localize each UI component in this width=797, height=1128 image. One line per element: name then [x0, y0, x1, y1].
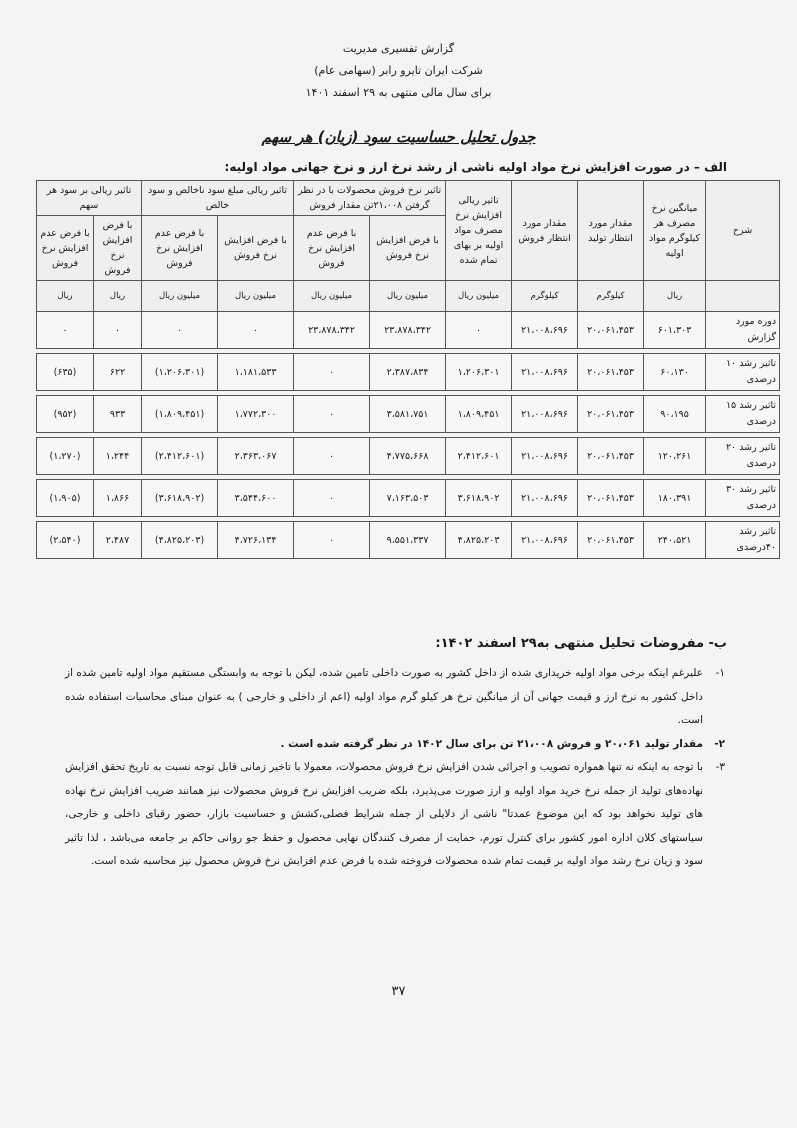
table-cell: ۹۰،۱۹۵ — [644, 396, 706, 433]
table-cell: ۲۱،۰۰۸،۶۹۶ — [512, 354, 578, 391]
sub-header-with-increase: با فرض افزایش نرخ فروش — [218, 216, 294, 281]
unit-cell: ریال — [94, 281, 142, 312]
table-cell: ۰ — [37, 312, 94, 349]
table-cell: ۲،۴۸۷ — [94, 522, 142, 559]
table-cell: ۱،۸۶۶ — [94, 480, 142, 517]
col-group-sales-rate: تاثیر نرخ فروش محصولات با در نظر گرفتن ۲۱،۰۰۸تن مقدار فروش — [294, 181, 446, 216]
list-item — [65, 662, 725, 733]
col-group-profit: تاثیر ریالی مبلغ سود ناخالص و سود خالص — [142, 181, 294, 216]
table-row — [37, 396, 780, 433]
table-cell: ۰ — [142, 312, 218, 349]
table-cell: ۰ — [94, 312, 142, 349]
row-label: دوره مورد گزارش — [706, 312, 780, 349]
table-cell: ۰ — [294, 396, 370, 433]
table-cell: ۱،۱۸۱،۵۳۳ — [218, 354, 294, 391]
unit-cell: کیلوگرم — [578, 281, 644, 312]
item-number: ۱- — [715, 667, 725, 679]
table-cell: (۱،۲۷۰) — [37, 438, 94, 475]
table-cell: ۲۱،۰۰۸،۶۹۶ — [512, 396, 578, 433]
table-cell: (۱،۲۰۶،۳۰۱) — [142, 354, 218, 391]
table-cell: ۰ — [294, 438, 370, 475]
sub-header-no-increase: با فرض عدم افزایش نرخ فروش — [294, 216, 370, 281]
table-cell: ۰ — [218, 312, 294, 349]
table-cell: ۲۰،۰۶۱،۴۵۳ — [578, 438, 644, 475]
page-number: ۳۷ — [391, 984, 406, 999]
sub-header-with-increase: با فرض افزایش نرخ فروش — [370, 216, 446, 281]
sensitivity-table — [36, 180, 780, 559]
table-row — [37, 438, 780, 475]
section-a-heading: الف – در صورت افزایش نرخ مواد اولیه ناشی از رشد نرخ ارز و نرخ جهانی مواد اولیه: — [224, 160, 727, 174]
table-cell: ۲،۴۱۲،۶۰۱ — [446, 438, 512, 475]
table-cell: ۱،۸۰۹،۴۵۱ — [446, 396, 512, 433]
table-cell: (۱،۸۰۹،۴۵۱) — [142, 396, 218, 433]
table-cell: (۲،۴۱۲،۶۰۱) — [142, 438, 218, 475]
table-cell: (۲،۵۴۰) — [37, 522, 94, 559]
item-number: ۲- — [714, 737, 725, 750]
table-cell: ۰ — [294, 480, 370, 517]
col-header-description: شرح — [706, 181, 780, 281]
table-cell: ۴،۷۷۵،۶۶۸ — [370, 438, 446, 475]
fiscal-period: برای سال مالی منتهی به ۲۹ اسفند ۱۴۰۱ — [305, 86, 492, 99]
table-cell: ۱۲۰،۲۶۱ — [644, 438, 706, 475]
table-cell: ۲۰،۰۶۱،۴۵۳ — [578, 396, 644, 433]
table-cell: ۰ — [294, 522, 370, 559]
unit-cell: ریال — [644, 281, 706, 312]
report-header — [0, 38, 797, 104]
table-cell: (۹۵۲) — [37, 396, 94, 433]
section-b-heading: ب- مفروضات تحلیل منتهی به۲۹ اسفند ۱۴۰۲: — [435, 636, 727, 651]
item-text: مقدار تولید ۲۰،۰۶۱ و فروش ۲۱،۰۰۸ تن برای سال ۱۴۰۲ در نظر گرفته شده است . — [280, 737, 703, 750]
table-cell: ۶۰،۱۳۰ — [644, 354, 706, 391]
table-cell: ۰ — [446, 312, 512, 349]
table-cell: ۱۸۰،۳۹۱ — [644, 480, 706, 517]
unit-cell: میلیون ریال — [218, 281, 294, 312]
col-header-rial-impact: تاثیر ریالی افزایش نرخ مصرف مواد اولیه بر بهای تمام شده — [446, 181, 512, 281]
unit-cell: ریال — [37, 281, 94, 312]
table-cell: ۲۰،۰۶۱،۴۵۳ — [578, 354, 644, 391]
table-cell: ۶۰۱،۳۰۳ — [644, 312, 706, 349]
table-cell: ۶۲۲ — [94, 354, 142, 391]
item-number: ۳- — [715, 761, 725, 773]
table-row — [37, 354, 780, 391]
table-row — [37, 312, 780, 349]
table-cell: ۲،۳۶۳،۰۶۷ — [218, 438, 294, 475]
unit-cell: میلیون ریال — [294, 281, 370, 312]
col-group-eps: تاثیر ریالی بر سود هر سهم — [37, 181, 142, 216]
table-cell: ۱،۲۰۶،۳۰۱ — [446, 354, 512, 391]
table-cell: ۷،۱۶۳،۵۰۳ — [370, 480, 446, 517]
unit-cell: میلیون ریال — [446, 281, 512, 312]
unit-cell-empty — [706, 281, 780, 312]
sub-header-with-increase: با فرض افزایش نرخ فروش — [94, 216, 142, 281]
list-item — [65, 733, 725, 757]
table-cell: ۲۱،۰۰۸،۶۹۶ — [512, 438, 578, 475]
table-cell: ۱،۷۷۲،۳۰۰ — [218, 396, 294, 433]
row-label: تاثیر رشد ۱۵ درصدی — [706, 396, 780, 433]
table-cell: ۲۰،۰۶۱،۴۵۳ — [578, 522, 644, 559]
table-cell: ۳،۶۱۸،۹۰۲ — [446, 480, 512, 517]
unit-cell: کیلوگرم — [512, 281, 578, 312]
table-cell: ۴،۷۲۶،۱۳۴ — [218, 522, 294, 559]
row-label: تاثیر رشد ۳۰ درصدی — [706, 480, 780, 517]
row-label: تاثیر رشد ۱۰ درصدی — [706, 354, 780, 391]
list-item — [65, 756, 725, 874]
table-cell: ۳،۵۴۴،۶۰۰ — [218, 480, 294, 517]
table-cell: ۲۰،۰۶۱،۴۵۳ — [578, 312, 644, 349]
table-cell: ۲۳،۸۷۸،۳۴۲ — [294, 312, 370, 349]
unit-cell: میلیون ریال — [370, 281, 446, 312]
sub-header-no-increase: با فرض عدم افزایش نرخ فروش — [142, 216, 218, 281]
table-row — [37, 522, 780, 559]
table-cell: ۹،۵۵۱،۳۳۷ — [370, 522, 446, 559]
report-title: گزارش تفسیری مدیریت — [342, 42, 455, 55]
col-header-avg-rate: میانگین نرخ مصرف هر کیلوگرم مواد اولیه — [644, 181, 706, 281]
table-cell: ۰ — [294, 354, 370, 391]
table-cell: ۱،۲۴۴ — [94, 438, 142, 475]
table-cell: ۲۱،۰۰۸،۶۹۶ — [512, 312, 578, 349]
assumptions-list — [65, 662, 725, 874]
row-label: تاثیر رشد ۴۰درصدی — [706, 522, 780, 559]
table-cell: (۶۳۵) — [37, 354, 94, 391]
item-text: علیرغم اینکه برخی مواد اولیه خریداری شده از داخل کشور به صورت داخلی تامین شده، لیکن با توجه به وابستگی مستقیم مواد اولیه تامین شده از داخل کشور به نرخ ارز و قیمت جهانی آن از میانگین نرخ هر کیلو گرم مواد اولیه (اعم از داخلی و خارجی ) به عنوان مبنای محاسبات استفاده شده است. — [65, 667, 703, 726]
table-cell: ۳،۵۸۱،۷۵۱ — [370, 396, 446, 433]
table-cell: ۴،۸۲۵،۲۰۳ — [446, 522, 512, 559]
table-cell: ۲۰،۰۶۱،۴۵۳ — [578, 480, 644, 517]
table-cell: (۴،۸۲۵،۲۰۳) — [142, 522, 218, 559]
table-cell: ۲،۳۸۷،۸۳۴ — [370, 354, 446, 391]
col-header-sales-qty: مقدار مورد انتظار فروش — [512, 181, 578, 281]
table-row — [37, 480, 780, 517]
table-cell: (۱،۹۰۵) — [37, 480, 94, 517]
table-cell: (۳،۶۱۸،۹۰۲) — [142, 480, 218, 517]
col-header-production: مقدار مورد انتظار تولید — [578, 181, 644, 281]
item-text: با توجه به اینکه نه تنها همواره تصویب و اجرائی شدن افزایش نرخ فروش محصولات، معمولا با تاخیر زمانی قابل توجه نسبت به تاریخ تحقق افزایش نهاده‌های تولید از جمله نرخ خرید مواد اولیه و ارز صورت می‌پذیرد، بلکه ضریب افزایش نرخ فروش محصولات نیز همانند ضریب افزایش نرخ نهاده های تولید نخواهد بود که این موضوع عمدتا" ناشی از دلایلی از جمله شرایط فصلی،کشش و حساسیت بازار، حضور رقبای داخلی و خارجی، سیاستهای کلان اداره امور کشور برای کنترل تورم، حمایت از مصرف کنندگان نهایی محصول و حفظ جو روانی حاکم بر جامعه می‌باشد ، لذا تاثیر سود و زیان نرخ رشد مواد اولیه بر قیمت تمام شده محصولات فروخته شده با فرض عدم افزایش نرخ فروش محصول نیز محاسبه شده است. — [65, 761, 703, 867]
table-cell: ۹۳۳ — [94, 396, 142, 433]
row-label: تاثیر رشد ۲۰ درصدی — [706, 438, 780, 475]
table-title: جدول تحلیل حساسیت سود (زیان) هر سهم — [261, 128, 536, 146]
company-name: شرکت ایران تایرو رابر (سهامی عام) — [314, 64, 483, 77]
sub-header-no-increase: با فرض عدم افزایش نرخ فروش — [37, 216, 94, 281]
table-cell: ۲۳،۸۷۸،۳۴۲ — [370, 312, 446, 349]
table-cell: ۲۱،۰۰۸،۶۹۶ — [512, 522, 578, 559]
table-cell: ۲۱،۰۰۸،۶۹۶ — [512, 480, 578, 517]
unit-cell: میلیون ریال — [142, 281, 218, 312]
table-cell: ۲۴۰،۵۲۱ — [644, 522, 706, 559]
